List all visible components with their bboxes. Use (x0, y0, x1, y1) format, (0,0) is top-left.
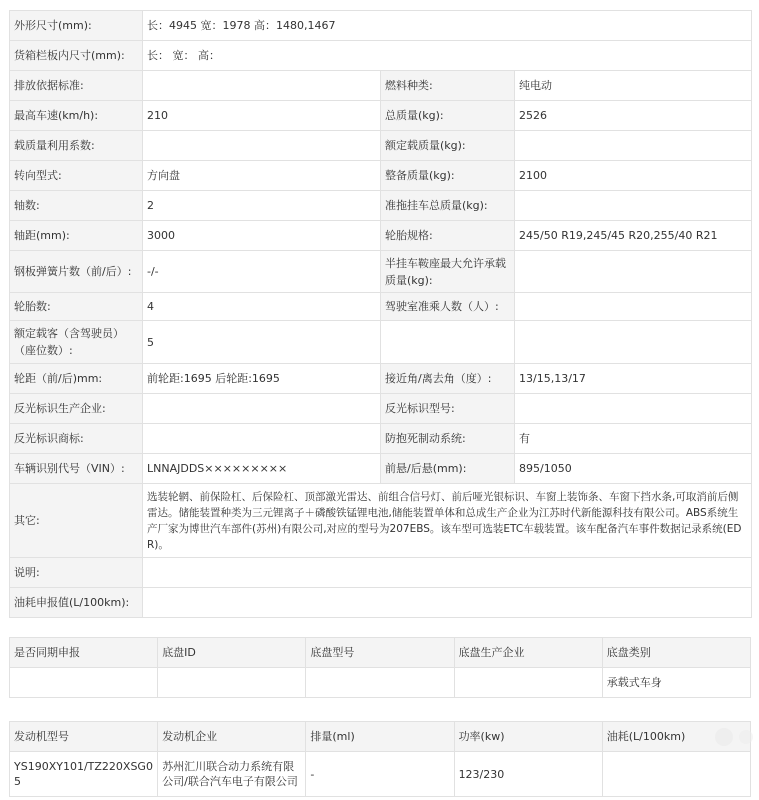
emission-standard-value (143, 71, 381, 101)
max-speed-value: 210 (143, 101, 381, 131)
cab-capacity-value (515, 293, 752, 321)
tire-spec-value: 245/50 R19,245/45 R20,255/40 R21 (515, 221, 752, 251)
vin-value: LNNAJDDS××××××××× (143, 454, 381, 484)
steering-type-value: 方向盘 (143, 161, 381, 191)
cargo-size-label: 货箱栏板内尺寸(mm): (10, 41, 143, 71)
fuel-type-label: 燃料种类: (381, 71, 515, 101)
outer-size-value: 长：4945 宽：1978 高：1480,1467 (143, 11, 752, 41)
other-value: 选装轮辋、前保险杠、后保险杠、顶部激光雷达、前组合信号灯、前后哑光银标识、车窗上装饰条、车窗下挡水条,可取消前后侧雷达。储能装置种类为三元锂离子＋磷酸铁锰锂电池,储能装置单体和总成生产企业为江苏时代新能源科技有限公司。ABS系统生产厂家为博世汽车部件(苏州)有限公司,对应的型号为207EBS。该车型可选装ETC车载装置。该车配备汽车事件数据记录系统(EDR)。 (143, 484, 752, 558)
engine-header-fuel: 油耗(L/100km) (602, 722, 750, 752)
abs-label: 防抱死制动系统: (381, 424, 515, 454)
curb-weight-label: 整备质量(kg): (381, 161, 515, 191)
spec-table (9, 10, 752, 618)
saddle-load-value (515, 251, 752, 293)
chassis-header-id: 底盘ID (158, 638, 306, 668)
rated-passengers-label: 额定载客（含驾驶员）（座位数）: (10, 321, 143, 364)
fuel-declared-label: 油耗申报值(L/100km): (10, 588, 143, 618)
cab-capacity-label: 驾驶室准乘人数（人）: (381, 293, 515, 321)
engine-header-maker: 发动机企业 (158, 722, 306, 752)
rated-load-value (515, 131, 752, 161)
chassis-same-period-value (10, 668, 158, 698)
engine-header-model: 发动机型号 (10, 722, 158, 752)
leaf-spring-value: -/- (143, 251, 381, 293)
outer-size-label: 外形尺寸(mm): (10, 11, 143, 41)
note-label: 说明: (10, 558, 143, 588)
engine-maker-value: 苏州汇川联合动力系统有限公司/联合汽车电子有限公司 (158, 752, 306, 797)
reflector-brand-label: 反光标识商标: (10, 424, 143, 454)
empty-label-cell (381, 321, 515, 364)
reflector-model-label: 反光标识型号: (381, 394, 515, 424)
max-speed-label: 最高车速(km/h): (10, 101, 143, 131)
load-coefficient-value (143, 131, 381, 161)
saddle-load-label: 半挂车鞍座最大允许承载质量(kg): (381, 251, 515, 293)
reflector-brand-value (143, 424, 381, 454)
approach-departure-label: 接近角/离去角（度）: (381, 364, 515, 394)
engine-table (9, 721, 751, 797)
chassis-header-model: 底盘型号 (306, 638, 454, 668)
fuel-declared-value (143, 588, 752, 618)
reflector-maker-value (143, 394, 381, 424)
track-width-value: 前轮距:1695 后轮距:1695 (143, 364, 381, 394)
total-mass-label: 总质量(kg): (381, 101, 515, 131)
rated-passengers-value: 5 (143, 321, 381, 364)
engine-header-displacement: 排量(ml) (306, 722, 454, 752)
trailer-mass-value (515, 191, 752, 221)
chassis-model-value (306, 668, 454, 698)
cargo-size-value: 长： 宽： 高： (143, 41, 752, 71)
rated-load-label: 额定载质量(kg): (381, 131, 515, 161)
engine-header-power: 功率(kw) (454, 722, 602, 752)
wheelbase-value: 3000 (143, 221, 381, 251)
chassis-id-value (158, 668, 306, 698)
track-width-label: 轮距（前/后)mm: (10, 364, 143, 394)
curb-weight-value: 2100 (515, 161, 752, 191)
chassis-header-category: 底盘类别 (602, 638, 750, 668)
empty-value-cell (515, 321, 752, 364)
reflector-maker-label: 反光标识生产企业: (10, 394, 143, 424)
emission-standard-label: 排放依据标准: (10, 71, 143, 101)
chassis-header-maker: 底盘生产企业 (454, 638, 602, 668)
fuel-type-value: 纯电动 (515, 71, 752, 101)
engine-power-value: 123/230 (454, 752, 602, 797)
axle-count-value: 2 (143, 191, 381, 221)
overhang-value: 895/1050 (515, 454, 752, 484)
load-coefficient-label: 载质量利用系数: (10, 131, 143, 161)
engine-fuel-value (602, 752, 750, 797)
chassis-header-same-period: 是否同期申报 (10, 638, 158, 668)
watermark-icon (683, 724, 753, 750)
wheelbase-label: 轴距(mm): (10, 221, 143, 251)
overhang-label: 前悬/后悬(mm): (381, 454, 515, 484)
vin-label: 车辆识别代号（VIN）: (10, 454, 143, 484)
approach-departure-value: 13/15,13/17 (515, 364, 752, 394)
note-value (143, 558, 752, 588)
abs-value: 有 (515, 424, 752, 454)
tire-spec-label: 轮胎规格: (381, 221, 515, 251)
chassis-category-value: 承载式车身 (602, 668, 750, 698)
leaf-spring-label: 钢板弹簧片数（前/后）: (10, 251, 143, 293)
engine-model-value: YS190XY101/TZ220XSG05 (10, 752, 158, 797)
steering-type-label: 转向型式: (10, 161, 143, 191)
chassis-table (9, 637, 751, 698)
engine-displacement-value: - (306, 752, 454, 797)
axle-count-label: 轴数: (10, 191, 143, 221)
tire-count-value: 4 (143, 293, 381, 321)
reflector-model-value (515, 394, 752, 424)
chassis-maker-value (454, 668, 602, 698)
trailer-mass-label: 准拖挂车总质量(kg): (381, 191, 515, 221)
total-mass-value: 2526 (515, 101, 752, 131)
other-label: 其它: (10, 484, 143, 558)
tire-count-label: 轮胎数: (10, 293, 143, 321)
